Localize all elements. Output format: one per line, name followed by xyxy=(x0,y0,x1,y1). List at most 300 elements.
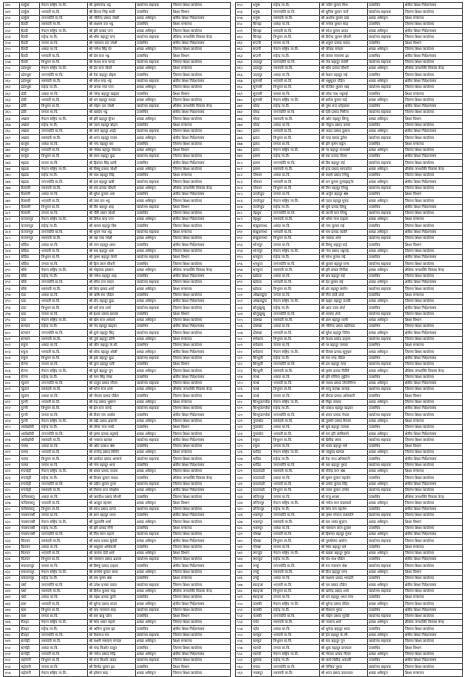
post-cell: उपसचिव xyxy=(135,412,171,418)
remark-cell: जिल्ला शिक्षा कार्यालय xyxy=(403,462,462,468)
post-cell: उपसचिव xyxy=(135,576,171,582)
serial-number-cell: ४७९ xyxy=(236,154,252,160)
serial-number-cell: ४६७ xyxy=(236,78,252,84)
remark-cell: जिल्ला शिक्षा कार्यालय xyxy=(171,261,230,267)
district-cell: डोटी xyxy=(19,110,39,116)
district-cell: गोरखा xyxy=(251,531,271,537)
serial-number-cell: ४५० xyxy=(4,645,20,651)
school-cell: नेपाल राष्ट्रिय मा.वि. xyxy=(272,97,320,103)
school-cell: महेन्द्र मा.वि. xyxy=(272,355,320,361)
district-cell: पर्सा xyxy=(19,582,39,588)
serial-number-cell: ४१६ xyxy=(4,431,20,437)
district-cell: नुवाकोट xyxy=(251,424,271,430)
remark-cell: जिल्ला शिक्षा कार्यालय xyxy=(171,198,230,204)
post-cell: शाखा अधिकृत xyxy=(135,500,171,506)
remark-cell: क्षेत्रीय शिक्षा निर्देशनालय xyxy=(171,191,230,197)
serial-number-cell: ४५९ xyxy=(236,28,252,34)
serial-number-cell: ४६२ xyxy=(236,47,252,53)
remark-cell: जिल्ला शिक्षा कार्यालय xyxy=(403,437,462,443)
serial-number-cell: ३९६ xyxy=(4,305,20,311)
remark-cell: जिल्ला शिक्षा कार्यालय xyxy=(403,513,462,519)
district-cell: बैतडी xyxy=(19,40,39,46)
remark-cell: जिल्ला शिक्षा कार्यालय xyxy=(403,9,462,15)
school-cell: जनता मा.वि. xyxy=(272,242,320,248)
serial-number-cell: ४८७ xyxy=(236,204,252,210)
name-cell: श्री रञ्जित कुमार साह xyxy=(319,84,367,90)
name-cell: श्री प्रकाश बहादुर खड्का xyxy=(319,406,367,412)
post-cell: उपसचिव xyxy=(367,273,403,279)
remark-cell: जिल्ला शिक्षा कार्यालय xyxy=(403,147,462,153)
name-cell: श्री बद्री प्रसाद ज्ञवाली xyxy=(87,418,135,424)
serial-number-cell: ५१२ xyxy=(236,361,252,367)
district-cell: चितवन xyxy=(19,538,39,544)
name-cell: श्री पदम बहादुर बोहरा xyxy=(87,122,135,128)
serial-number-cell: ४०४ xyxy=(4,355,20,361)
serial-number-cell: ४९८ xyxy=(236,273,252,279)
school-cell: शारदा मा.वि. xyxy=(40,141,88,147)
post-cell: शाखा अधिकृत xyxy=(367,47,403,53)
district-cell: स्याङ्जा xyxy=(251,582,271,588)
name-cell: श्री रुप नारायण श्रेष्ठ xyxy=(319,563,367,569)
name-cell: श्री देव कुमार राई xyxy=(319,280,367,286)
name-cell: श्री लीला राज पन्थी xyxy=(87,424,135,430)
serial-number-cell: ५४७ xyxy=(236,582,252,588)
district-cell: बारा xyxy=(19,607,39,613)
remark-cell: जिल्ला शिक्षा कार्यालय xyxy=(403,424,462,430)
remark-cell: जिल्ला शिक्षा कार्यालय xyxy=(403,550,462,556)
name-cell: श्री पदम बहादुर गुरुङ xyxy=(319,198,367,204)
serial-number-cell: ५५२ xyxy=(236,613,252,619)
school-cell: महेन्द्र मा.वि. xyxy=(40,576,88,582)
remark-cell: शिक्षा विभाग xyxy=(403,393,462,399)
school-cell: जनता मा.वि. xyxy=(40,40,88,46)
remark-cell: शैक्षिक जनशक्ति विकास केन्द्र xyxy=(403,267,462,273)
name-cell: श्री मिन बहादुर लिम्बु xyxy=(319,185,367,191)
name-cell: श्री विजय कुमार यादव xyxy=(87,475,135,481)
district-cell: काठमाडौं xyxy=(251,468,271,474)
district-cell: रोल्पा xyxy=(19,374,39,380)
remark-cell: शिक्षा विभाग xyxy=(403,242,462,248)
name-cell: श्री आङ दावा शेर्पा xyxy=(319,305,367,311)
remark-cell: जिल्ला शिक्षा कार्यालय xyxy=(403,563,462,569)
school-cell: जनता मा.वि. xyxy=(40,563,88,569)
post-cell: उपसचिव xyxy=(367,21,403,27)
remark-cell: जिल्ला शिक्षा कार्यालय xyxy=(403,374,462,380)
serial-number-cell: ५३९ xyxy=(236,531,252,537)
school-cell: जनज्योति मा.वि. xyxy=(272,59,320,65)
name-cell: श्री विकास गुरुङ xyxy=(319,607,367,613)
school-cell: भगवती मा.वि. xyxy=(40,500,88,506)
school-cell: भगवती मा.वि. xyxy=(40,450,88,456)
post-cell: शाखा अधिकृत xyxy=(135,349,171,355)
remark-cell: शिक्षा मन्त्रालय xyxy=(403,91,462,97)
remark-cell: जिल्ला शिक्षा कार्यालय xyxy=(403,97,462,103)
name-cell: श्री लक्ष्मी नारायण मण्डल xyxy=(87,638,135,644)
name-cell: श्री धन कुमार तुम्बाहाङ्फे xyxy=(319,179,367,185)
name-cell: श्री सन्तोष कुमार लामा xyxy=(87,569,135,575)
remark-cell: शिक्षा मन्त्रालय xyxy=(171,229,230,235)
post-cell: शाखा अधिकृत xyxy=(135,267,171,273)
post-cell: शाखा अधिकृत xyxy=(367,582,403,588)
district-cell: कपिलवस्तु xyxy=(19,500,39,506)
serial-number-cell: ४८२ xyxy=(236,173,252,179)
name-cell: श्री कुमार बहादुर मगर xyxy=(319,261,367,267)
school-cell: सरस्वती मा.वि. xyxy=(272,317,320,323)
name-cell: श्री अर्जुन बहादुर श्रेष्ठ xyxy=(319,191,367,197)
post-cell: शाखा अधिकृत xyxy=(135,166,171,172)
serial-number-cell: ५२८ xyxy=(236,462,252,468)
post-cell: उपसचिव xyxy=(367,393,403,399)
post-cell: उपसचिव xyxy=(367,305,403,311)
post-cell: उपसचिव xyxy=(367,374,403,380)
post-cell: कार्यालय सहायक xyxy=(135,437,171,443)
name-cell: श्री देव राज जोशी xyxy=(87,65,135,71)
serial-number-cell: ३६० xyxy=(4,78,20,84)
school-cell: भगवती मा.वि. xyxy=(272,632,320,638)
district-cell: बझाङ xyxy=(19,166,39,172)
district-cell: सुनसरी xyxy=(251,97,271,103)
serial-number-cell: ४०३ xyxy=(4,349,20,355)
name-cell: श्री दुर्गा बहादुर सिंह xyxy=(87,330,135,336)
serial-number-cell: ५५७ xyxy=(236,645,252,651)
post-cell: कार्यालय सहायक xyxy=(367,638,403,644)
serial-number-cell: ४९२ xyxy=(236,235,252,241)
district-cell: भक्तपुर xyxy=(251,519,271,525)
serial-number-cell: ५५५ xyxy=(236,632,252,638)
school-cell: जनज्योति मा.वि. xyxy=(40,128,88,134)
school-cell: महेन्द्र मा.वि. xyxy=(40,424,88,430)
name-cell: श्री बिष्णु प्रसाद दाहाल xyxy=(87,563,135,569)
remark-cell: शिक्षा विभाग xyxy=(403,40,462,46)
district-cell: कञ्चनपुर xyxy=(19,217,39,223)
school-cell: शारदा मा.वि. xyxy=(272,72,320,78)
district-cell: डोटी xyxy=(19,103,39,109)
district-cell: सप्तरी xyxy=(251,53,271,59)
remark-cell: शिक्षा मन्त्रालय xyxy=(171,336,230,342)
serial-number-cell: ४३९ xyxy=(4,576,20,582)
serial-number-cell: ३८५ xyxy=(4,235,20,241)
name-cell: श्री तारा दत्त भट्ट xyxy=(87,198,135,204)
post-cell: शाखा अधिकृत xyxy=(135,116,171,122)
name-cell: श्री रमेश चन्द्र भट्ट xyxy=(87,78,135,84)
name-cell: श्री गोरख बहादुर रोकाया xyxy=(87,147,135,153)
post-cell: शाखा अधिकृत xyxy=(367,519,403,525)
post-cell: उपसचिव xyxy=(367,141,403,147)
district-cell: काभ्रे xyxy=(251,374,271,380)
name-cell: श्री कमला देवी शर्मा xyxy=(87,550,135,556)
name-cell: श्री नवराज खनाल xyxy=(87,437,135,443)
remark-cell: जिल्ला शिक्षा कार्यालय xyxy=(403,34,462,40)
school-cell: नेपाल राष्ट्रिय मा.वि. xyxy=(40,3,88,9)
district-cell: मोरङ xyxy=(251,103,271,109)
district-cell: सल्यान xyxy=(19,324,39,330)
remark-cell: जिल्ला शिक्षा कार्यालय xyxy=(403,135,462,141)
post-cell: कार्यालय सहायक xyxy=(135,128,171,134)
remark-cell: जिल्ला शिक्षा कार्यालय xyxy=(171,494,230,500)
district-cell: पाँचथर xyxy=(251,185,271,191)
district-cell: सिन्धुली xyxy=(251,355,271,361)
remark-cell: क्षेत्रीय शिक्षा निर्देशनालय xyxy=(403,305,462,311)
serial-number-cell: ५३४ xyxy=(236,500,252,506)
remark-cell: क्षेत्रीय शिक्षा निर्देशनालय xyxy=(403,657,462,663)
school-cell: जनज्योति मा.वि. xyxy=(272,210,320,216)
post-cell: शाखा अधिकृत xyxy=(135,601,171,607)
serial-number-cell: ५३१ xyxy=(236,481,252,487)
serial-number-cell: ४०९ xyxy=(4,387,20,393)
name-cell: श्री शत्रुघ्न प्रसाद यादव xyxy=(319,40,367,46)
name-cell: श्री भुपेन्द्र बहादुर थापा xyxy=(319,626,367,632)
post-cell: शाखा अधिकृत xyxy=(135,84,171,90)
school-cell: जनता मा.वि. xyxy=(272,191,320,197)
school-cell: त्रिभुवन मा.वि. xyxy=(272,84,320,90)
school-cell: भगवती मा.वि. xyxy=(40,147,88,153)
post-cell: उपसचिव xyxy=(367,645,403,651)
school-cell: जनज्योति मा.वि. xyxy=(40,431,88,437)
serial-number-cell: ४८० xyxy=(236,160,252,166)
name-cell: श्री जगदीश प्रसाद चौधरी xyxy=(87,494,135,500)
remark-cell: जिल्ला शिक्षा कार्यालय xyxy=(403,538,462,544)
school-cell: जनता मा.वि. xyxy=(272,343,320,349)
remark-cell: जिल्ला शिक्षा कार्यालय xyxy=(171,166,230,172)
name-cell: श्री दिनेश कुमार साह xyxy=(87,588,135,594)
serial-number-cell: ३४८ xyxy=(4,3,20,9)
serial-number-cell: ३८३ xyxy=(4,223,20,229)
school-cell: सरस्वती मा.वि. xyxy=(272,267,320,273)
district-cell: महोत्तरी xyxy=(19,670,39,676)
post-cell: शाखा अधिकृत xyxy=(135,620,171,626)
serial-number-cell: ३९० xyxy=(4,267,20,273)
school-cell: शारदा मा.वि. xyxy=(40,343,88,349)
post-cell: शाखा अधिकृत xyxy=(135,47,171,53)
name-cell: श्री जीवछ मण्डल xyxy=(319,47,367,53)
post-cell: उपसचिव xyxy=(135,513,171,519)
district-cell: रामेछाप xyxy=(251,336,271,342)
district-cell: बैतडी xyxy=(19,47,39,53)
district-cell: कास्की xyxy=(251,607,271,613)
district-cell: संखुवासभा xyxy=(251,223,271,229)
district-cell: सुनसरी xyxy=(251,91,271,97)
district-cell: सिन्धुपाल्चोक xyxy=(252,406,271,411)
remark-cell: क्षेत्रीय शिक्षा निर्देशनालय xyxy=(403,103,462,109)
district-cell: धादिङ xyxy=(251,450,271,456)
district-cell: बैतडी xyxy=(19,59,39,65)
school-cell: शारदा मा.वि. xyxy=(40,91,88,97)
post-cell: उपसचिव xyxy=(135,72,171,78)
district-cell: पर्सा xyxy=(19,594,39,600)
post-cell: शाखा अधिकृत xyxy=(367,531,403,537)
post-cell: शाखा अधिकृत xyxy=(135,550,171,556)
district-cell: बाग्लुङ xyxy=(251,632,271,638)
post-cell: कार्यालय सहायक xyxy=(367,210,403,216)
name-cell: श्री नारायण प्रसाद ढकाल xyxy=(87,557,135,563)
serial-number-cell: ४५२ xyxy=(4,657,20,663)
remark-cell: शिक्षा विभाग xyxy=(171,424,230,430)
school-cell: जनज्योति मा.वि. xyxy=(40,531,88,537)
post-cell: कार्यालय सहायक xyxy=(367,538,403,544)
name-cell: श्री भरत बहादुर रावल xyxy=(87,135,135,141)
district-cell: कास्की xyxy=(251,613,271,619)
post-cell: शाखा अधिकृत xyxy=(135,147,171,153)
remark-cell: क्षेत्रीय शिक्षा निर्देशनालय xyxy=(403,254,462,260)
school-cell: महेन्द्र मा.वि. xyxy=(272,254,320,260)
district-cell: ललितपुर xyxy=(251,500,271,506)
school-cell: महेन्द्र मा.वि. xyxy=(272,103,320,109)
post-cell: उपसचिव xyxy=(367,657,403,663)
name-cell: श्री गोकुल प्रसाद बराल xyxy=(319,122,367,128)
serial-number-cell: ४३१ xyxy=(4,525,20,531)
serial-number-cell: ३७२ xyxy=(4,154,20,160)
school-cell: त्रिभुवन मा.वि. xyxy=(272,286,320,292)
post-cell: शाखा अधिकृत xyxy=(135,317,171,323)
district-cell: झापा xyxy=(251,128,271,134)
serial-number-cell: ३९१ xyxy=(4,273,20,279)
district-cell: कैलाली xyxy=(19,198,39,204)
post-cell: शाखा अधिकृत xyxy=(367,500,403,506)
remark-cell: शिक्षा विभाग xyxy=(403,116,462,122)
post-cell: कार्यालय सहायक xyxy=(135,204,171,210)
district-cell: कपिलवस्तु xyxy=(19,494,39,500)
remark-cell: क्षेत्रीय शिक्षा निर्देशनालय xyxy=(171,412,230,418)
district-cell: दार्चुला xyxy=(19,15,39,21)
remark-cell: शिक्षा विभाग xyxy=(403,443,462,449)
post-cell: उपसचिव xyxy=(135,594,171,600)
post-cell: उपसचिव xyxy=(367,424,403,430)
post-cell: कार्यालय सहायक xyxy=(135,280,171,286)
remark-cell: जिल्ला शिक्षा कार्यालय xyxy=(171,393,230,399)
serial-number-cell: ४४० xyxy=(4,582,20,588)
remark-cell: जिल्ला शिक्षा कार्यालय xyxy=(403,387,462,393)
district-cell: भोजपुर xyxy=(251,242,271,248)
name-cell: श्री सुरेन्द्र प्रसाद पौडेल xyxy=(319,601,367,607)
name-cell: श्री कमल बहादुर विष्ट xyxy=(87,223,135,229)
district-cell: कञ्चनपुर xyxy=(19,223,39,229)
serial-number-cell: ४७८ xyxy=(236,147,252,153)
serial-number-cell: ५२९ xyxy=(236,468,252,474)
district-cell: तनहुँ xyxy=(251,563,271,569)
serial-number-cell: ४५५ xyxy=(236,3,252,9)
serial-number-cell: ३६३ xyxy=(4,97,20,103)
remark-cell: जिल्ला शिक्षा कार्यालय xyxy=(403,324,462,330)
school-cell: शारदा मा.वि. xyxy=(272,122,320,128)
serial-number-cell: ४२१ xyxy=(4,462,20,468)
remark-cell: जिल्ला शिक्षा कार्यालय xyxy=(171,418,230,424)
post-cell: शाखा अधिकृत xyxy=(367,418,403,424)
post-cell: शाखा अधिकृत xyxy=(367,166,403,172)
name-cell: श्री नन्द कुमार राई xyxy=(319,223,367,229)
post-cell: शाखा अधिकृत xyxy=(367,229,403,235)
name-cell: श्री माधव प्रसाद तिमल्सिना xyxy=(319,380,367,386)
name-cell: श्री यज्ञ राज जोशी xyxy=(87,235,135,241)
serial-number-cell: ५१९ xyxy=(236,406,252,412)
post-cell: शाखा अधिकृत xyxy=(367,280,403,286)
serial-number-cell: ५०४ xyxy=(236,311,252,317)
serial-number-cell: ३७३ xyxy=(4,160,20,166)
remark-cell: जिल्ला शिक्षा कार्यालय xyxy=(403,651,462,657)
remark-cell: जिल्ला शिक्षा कार्यालय xyxy=(171,305,230,311)
name-cell: श्री केशव राज पाण्डे xyxy=(87,59,135,65)
post-cell: कार्यालय सहायक xyxy=(135,34,171,40)
school-cell: नेपाल राष्ट्रिय मा.वि. xyxy=(272,47,320,53)
school-cell: त्रिभुवन मा.वि. xyxy=(40,305,88,311)
post-cell: कार्यालय सहायक xyxy=(367,563,403,569)
district-cell: सल्यान xyxy=(19,336,39,342)
remark-cell: शिक्षा मन्त्रालय xyxy=(171,65,230,71)
serial-number-cell: ३६५ xyxy=(4,110,20,116)
district-cell: धनुषा xyxy=(251,15,271,21)
remark-cell: जिल्ला शिक्षा कार्यालय xyxy=(403,525,462,531)
remark-cell: जिल्ला शिक्षा कार्यालय xyxy=(171,28,230,34)
district-cell: डडेल्धुरा xyxy=(19,72,39,78)
district-cell: डोटी xyxy=(19,91,39,97)
serial-number-cell: ४१० xyxy=(4,393,20,399)
serial-number-cell: ५३७ xyxy=(236,519,252,525)
name-cell: श्री राम बहादुर पुन xyxy=(319,638,367,644)
name-cell: श्री धन बहादुर थापा मगर xyxy=(319,594,367,600)
name-cell: श्री बिर बहादुर शाह xyxy=(87,204,135,210)
post-cell: कार्यालय सहायक xyxy=(367,261,403,267)
name-cell: श्री छत्र बहादुर राई xyxy=(319,273,367,279)
name-cell: श्री कृष्णचन्द्र भट्ट xyxy=(87,3,135,9)
remark-cell: क्षेत्रीय शिक्षा निर्देशनालय xyxy=(403,204,462,210)
serial-number-cell: ४०७ xyxy=(4,374,20,380)
name-cell: श्री लोक बहादुर ओली xyxy=(87,349,135,355)
name-cell: श्री सुरेश बहादुर जिरेल xyxy=(319,330,367,336)
name-cell: श्री दल बहादुर खत्री xyxy=(87,179,135,185)
school-cell: जनता मा.वि. xyxy=(272,393,320,399)
remark-cell: शिक्षा मन्त्रालय xyxy=(171,638,230,644)
district-cell: खोटाङ xyxy=(251,286,271,292)
serial-number-cell: ५५१ xyxy=(236,607,252,613)
remark-cell: शिक्षा मन्त्रालय xyxy=(403,15,462,21)
remark-cell: जिल्ला शिक्षा कार्यालय xyxy=(171,235,230,241)
serial-number-cell: ४१७ xyxy=(4,437,20,443)
serial-number-cell: ५३५ xyxy=(236,506,252,512)
school-cell: त्रिभुवन मा.वि. xyxy=(272,135,320,141)
post-cell: शाखा अधिकृत xyxy=(367,632,403,638)
remark-cell: शिक्षा विभाग xyxy=(171,664,230,670)
name-cell: श्री चक्र बहादुर सिंह xyxy=(87,173,135,179)
remark-cell: शिक्षा विभाग xyxy=(171,204,230,210)
name-cell: श्री तुलसी प्रसाद रिमाल xyxy=(319,418,367,424)
post-cell: शाखा अधिकृत xyxy=(367,267,403,273)
name-cell: श्री मोहम्मद इस्लाम xyxy=(87,267,135,273)
district-cell: काठमाडौं xyxy=(251,475,271,481)
school-cell: भगवती मा.वि. xyxy=(272,229,320,235)
serial-number-cell: ३९४ xyxy=(4,292,20,298)
post-cell: उपसचिव xyxy=(135,462,171,468)
serial-number-cell: ४६६ xyxy=(236,72,252,78)
remark-cell: शिक्षा मन्त्रालय xyxy=(403,292,462,298)
district-cell: म्याग्दी xyxy=(251,645,271,651)
serial-number-cell: ४२३ xyxy=(4,475,20,481)
school-cell: सरस्वती मा.वि. xyxy=(272,670,320,676)
district-cell: नवलपरासी xyxy=(19,525,39,531)
school-cell: सरस्वती मा.वि. xyxy=(40,538,88,544)
serial-number-cell: ४५४ xyxy=(4,670,20,676)
post-cell: कार्यालय सहायक xyxy=(367,361,403,367)
remark-cell: जिल्ला शिक्षा कार्यालय xyxy=(171,506,230,512)
district-cell: नवलपरासी xyxy=(19,519,39,525)
remark-cell: क्षेत्रीय शिक्षा निर्देशनालय xyxy=(403,3,462,9)
remark-cell: जिल्ला शिक्षा कार्यालय xyxy=(171,519,230,525)
remark-cell: क्षेत्रीय शिक्षा निर्देशनालय xyxy=(403,406,462,412)
name-cell: श्री खडक बहादुर गुरुङ xyxy=(319,550,367,556)
serial-number-cell: ३५० xyxy=(4,15,20,21)
remark-cell: शिक्षा मन्त्रालय xyxy=(171,21,230,27)
name-cell: श्री हिरा लाल चौधरी xyxy=(87,261,135,267)
serial-number-cell: ३६७ xyxy=(4,122,20,128)
school-cell: त्रिभुवन मा.वि. xyxy=(40,607,88,613)
